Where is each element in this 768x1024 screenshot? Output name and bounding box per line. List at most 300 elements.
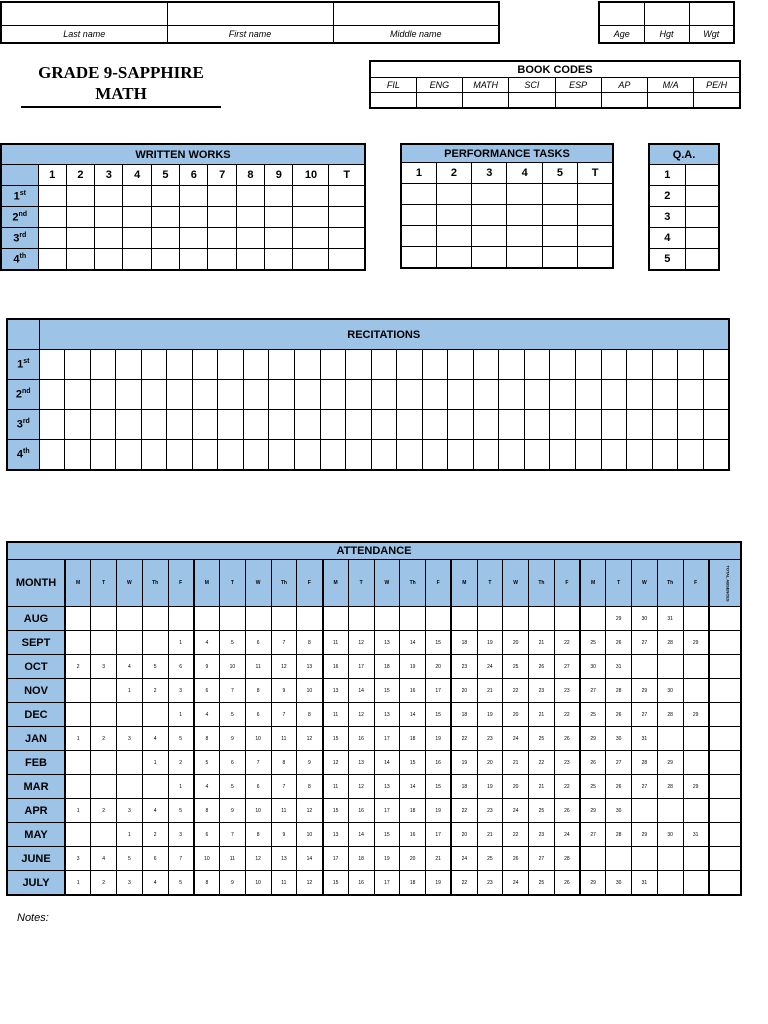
attendance-day-cell[interactable]: 9 bbox=[220, 799, 246, 823]
attendance-day-cell[interactable]: 21 bbox=[529, 631, 555, 655]
attendance-day-cell[interactable]: 4 bbox=[142, 871, 168, 896]
attendance-day-cell[interactable]: 16 bbox=[323, 655, 349, 679]
recitation-input-cell[interactable] bbox=[192, 350, 218, 380]
recitation-input-cell[interactable] bbox=[218, 380, 244, 410]
attendance-day-cell[interactable]: 11 bbox=[271, 871, 297, 896]
attendance-day-cell[interactable]: 4 bbox=[142, 799, 168, 823]
attendance-day-cell[interactable]: 1 bbox=[142, 751, 168, 775]
recitation-input-cell[interactable] bbox=[65, 410, 91, 440]
attendance-day-cell[interactable]: 2 bbox=[168, 751, 194, 775]
attendance-day-cell[interactable]: 30 bbox=[657, 823, 683, 847]
recitation-input-cell[interactable] bbox=[550, 350, 576, 380]
attendance-day-cell[interactable]: 26 bbox=[529, 655, 555, 679]
score-input-cell[interactable] bbox=[208, 207, 236, 228]
score-input-cell[interactable] bbox=[123, 228, 151, 249]
total-absences-input-cell[interactable] bbox=[709, 727, 741, 751]
qa-input-cell[interactable] bbox=[685, 207, 719, 228]
attendance-day-cell[interactable]: 22 bbox=[503, 823, 529, 847]
attendance-day-cell[interactable]: 6 bbox=[168, 655, 194, 679]
attendance-day-cell[interactable] bbox=[91, 775, 117, 799]
recitation-input-cell[interactable] bbox=[294, 350, 320, 380]
score-input-cell[interactable] bbox=[401, 226, 436, 247]
recitation-input-cell[interactable] bbox=[167, 410, 193, 440]
recitation-input-cell[interactable] bbox=[550, 380, 576, 410]
attendance-day-cell[interactable]: 13 bbox=[374, 631, 400, 655]
score-input-cell[interactable] bbox=[329, 228, 365, 249]
recitation-input-cell[interactable] bbox=[141, 440, 167, 471]
score-input-cell[interactable] bbox=[180, 207, 208, 228]
attendance-day-cell[interactable]: 1 bbox=[168, 631, 194, 655]
recitation-input-cell[interactable] bbox=[575, 410, 601, 440]
attendance-day-cell[interactable]: 14 bbox=[374, 751, 400, 775]
attendance-day-cell[interactable]: 9 bbox=[271, 823, 297, 847]
score-input-cell[interactable] bbox=[265, 207, 293, 228]
recitation-input-cell[interactable] bbox=[575, 380, 601, 410]
score-input-cell[interactable] bbox=[507, 226, 542, 247]
total-absences-input-cell[interactable] bbox=[709, 823, 741, 847]
score-input-cell[interactable] bbox=[293, 228, 329, 249]
attendance-day-cell[interactable]: 11 bbox=[323, 703, 349, 727]
score-input-cell[interactable] bbox=[95, 249, 123, 271]
book-code-input-cell[interactable] bbox=[555, 93, 601, 109]
score-input-cell[interactable] bbox=[578, 184, 613, 205]
attendance-day-cell[interactable]: 12 bbox=[323, 751, 349, 775]
attendance-day-cell[interactable] bbox=[117, 775, 143, 799]
attendance-day-cell[interactable]: 8 bbox=[194, 799, 220, 823]
attendance-day-cell[interactable]: 24 bbox=[477, 655, 503, 679]
attendance-day-cell[interactable]: 24 bbox=[503, 799, 529, 823]
recitation-input-cell[interactable] bbox=[116, 440, 142, 471]
attendance-day-cell[interactable]: 1 bbox=[65, 871, 91, 896]
attendance-day-cell[interactable]: 28 bbox=[657, 631, 683, 655]
attendance-day-cell[interactable]: 7 bbox=[271, 703, 297, 727]
attendance-day-cell[interactable] bbox=[142, 607, 168, 631]
attendance-day-cell[interactable] bbox=[91, 607, 117, 631]
attendance-day-cell[interactable]: 10 bbox=[194, 847, 220, 871]
recitation-input-cell[interactable] bbox=[294, 410, 320, 440]
score-input-cell[interactable] bbox=[265, 228, 293, 249]
attendance-day-cell[interactable]: 28 bbox=[606, 679, 632, 703]
attendance-day-cell[interactable] bbox=[245, 607, 271, 631]
recitation-input-cell[interactable] bbox=[294, 440, 320, 471]
attendance-day-cell[interactable] bbox=[400, 607, 426, 631]
recitation-input-cell[interactable] bbox=[371, 440, 397, 471]
score-input-cell[interactable] bbox=[507, 247, 542, 269]
attendance-day-cell[interactable]: 15 bbox=[323, 727, 349, 751]
recitation-input-cell[interactable] bbox=[90, 410, 116, 440]
age-input-cell[interactable] bbox=[599, 2, 644, 26]
attendance-day-cell[interactable]: 28 bbox=[657, 703, 683, 727]
score-input-cell[interactable] bbox=[542, 247, 577, 269]
attendance-day-cell[interactable]: 23 bbox=[477, 727, 503, 751]
attendance-day-cell[interactable]: 29 bbox=[683, 631, 709, 655]
attendance-day-cell[interactable]: 9 bbox=[220, 871, 246, 896]
attendance-day-cell[interactable] bbox=[91, 631, 117, 655]
attendance-day-cell[interactable]: 26 bbox=[580, 751, 606, 775]
attendance-day-cell[interactable]: 22 bbox=[554, 775, 580, 799]
score-input-cell[interactable] bbox=[436, 247, 471, 269]
score-input-cell[interactable] bbox=[401, 184, 436, 205]
attendance-day-cell[interactable]: 14 bbox=[400, 631, 426, 655]
weight-input-cell[interactable] bbox=[689, 2, 734, 26]
attendance-day-cell[interactable]: 2 bbox=[65, 655, 91, 679]
recitation-input-cell[interactable] bbox=[678, 440, 704, 471]
attendance-day-cell[interactable]: 29 bbox=[632, 679, 658, 703]
attendance-day-cell[interactable]: 18 bbox=[451, 775, 477, 799]
attendance-day-cell[interactable]: 13 bbox=[374, 775, 400, 799]
score-input-cell[interactable] bbox=[151, 207, 179, 228]
attendance-day-cell[interactable]: 30 bbox=[606, 727, 632, 751]
attendance-day-cell[interactable]: 28 bbox=[657, 775, 683, 799]
attendance-day-cell[interactable]: 4 bbox=[91, 847, 117, 871]
recitation-input-cell[interactable] bbox=[703, 350, 729, 380]
attendance-day-cell[interactable] bbox=[657, 727, 683, 751]
attendance-day-cell[interactable]: 15 bbox=[323, 871, 349, 896]
attendance-day-cell[interactable]: 25 bbox=[580, 775, 606, 799]
attendance-day-cell[interactable] bbox=[65, 775, 91, 799]
attendance-day-cell[interactable]: 16 bbox=[348, 727, 374, 751]
attendance-day-cell[interactable]: 10 bbox=[297, 823, 323, 847]
attendance-day-cell[interactable]: 30 bbox=[606, 799, 632, 823]
recitation-input-cell[interactable] bbox=[90, 440, 116, 471]
recitation-input-cell[interactable] bbox=[422, 440, 448, 471]
recitation-input-cell[interactable] bbox=[652, 350, 678, 380]
recitation-input-cell[interactable] bbox=[371, 380, 397, 410]
attendance-day-cell[interactable]: 29 bbox=[606, 607, 632, 631]
attendance-day-cell[interactable]: 30 bbox=[632, 607, 658, 631]
attendance-day-cell[interactable]: 29 bbox=[580, 799, 606, 823]
recitation-input-cell[interactable] bbox=[269, 440, 295, 471]
attendance-day-cell[interactable]: 25 bbox=[580, 631, 606, 655]
attendance-day-cell[interactable] bbox=[632, 847, 658, 871]
attendance-day-cell[interactable] bbox=[580, 607, 606, 631]
attendance-day-cell[interactable]: 28 bbox=[554, 847, 580, 871]
recitation-input-cell[interactable] bbox=[167, 380, 193, 410]
attendance-day-cell[interactable]: 5 bbox=[220, 631, 246, 655]
attendance-day-cell[interactable]: 31 bbox=[606, 655, 632, 679]
attendance-day-cell[interactable]: 8 bbox=[297, 775, 323, 799]
attendance-day-cell[interactable]: 17 bbox=[374, 871, 400, 896]
score-input-cell[interactable] bbox=[236, 186, 264, 207]
attendance-day-cell[interactable]: 11 bbox=[220, 847, 246, 871]
recitation-input-cell[interactable] bbox=[167, 350, 193, 380]
attendance-day-cell[interactable]: 15 bbox=[400, 751, 426, 775]
attendance-day-cell[interactable]: 6 bbox=[142, 847, 168, 871]
attendance-day-cell[interactable]: 27 bbox=[580, 679, 606, 703]
score-input-cell[interactable] bbox=[578, 247, 613, 269]
recitation-input-cell[interactable] bbox=[422, 380, 448, 410]
attendance-day-cell[interactable]: 9 bbox=[271, 679, 297, 703]
recitation-input-cell[interactable] bbox=[320, 410, 346, 440]
attendance-day-cell[interactable]: 31 bbox=[632, 727, 658, 751]
recitation-input-cell[interactable] bbox=[116, 410, 142, 440]
attendance-day-cell[interactable]: 16 bbox=[348, 871, 374, 896]
height-input-cell[interactable] bbox=[644, 2, 689, 26]
attendance-day-cell[interactable]: 4 bbox=[117, 655, 143, 679]
attendance-day-cell[interactable]: 11 bbox=[323, 775, 349, 799]
attendance-day-cell[interactable]: 18 bbox=[348, 847, 374, 871]
recitation-input-cell[interactable] bbox=[524, 410, 550, 440]
attendance-day-cell[interactable]: 23 bbox=[477, 799, 503, 823]
recitation-input-cell[interactable] bbox=[397, 380, 423, 410]
total-absences-input-cell[interactable] bbox=[709, 871, 741, 896]
score-input-cell[interactable] bbox=[151, 249, 179, 271]
attendance-day-cell[interactable]: 13 bbox=[323, 823, 349, 847]
attendance-day-cell[interactable]: 17 bbox=[426, 679, 452, 703]
recitation-input-cell[interactable] bbox=[499, 380, 525, 410]
score-input-cell[interactable] bbox=[542, 184, 577, 205]
score-input-cell[interactable] bbox=[66, 249, 94, 271]
attendance-day-cell[interactable]: 25 bbox=[529, 727, 555, 751]
score-input-cell[interactable] bbox=[123, 207, 151, 228]
recitation-input-cell[interactable] bbox=[39, 440, 65, 471]
attendance-day-cell[interactable]: 1 bbox=[168, 703, 194, 727]
attendance-day-cell[interactable]: 19 bbox=[477, 775, 503, 799]
recitation-input-cell[interactable] bbox=[371, 410, 397, 440]
attendance-day-cell[interactable]: 11 bbox=[271, 727, 297, 751]
attendance-day-cell[interactable]: 16 bbox=[400, 679, 426, 703]
recitation-input-cell[interactable] bbox=[192, 410, 218, 440]
attendance-day-cell[interactable]: 2 bbox=[91, 871, 117, 896]
attendance-day-cell[interactable] bbox=[348, 607, 374, 631]
attendance-day-cell[interactable]: 5 bbox=[220, 775, 246, 799]
attendance-day-cell[interactable]: 4 bbox=[194, 775, 220, 799]
recitation-input-cell[interactable] bbox=[243, 350, 269, 380]
total-absences-input-cell[interactable] bbox=[709, 799, 741, 823]
attendance-day-cell[interactable]: 7 bbox=[168, 847, 194, 871]
attendance-day-cell[interactable] bbox=[606, 847, 632, 871]
attendance-day-cell[interactable]: 3 bbox=[117, 727, 143, 751]
attendance-day-cell[interactable] bbox=[657, 847, 683, 871]
recitation-input-cell[interactable] bbox=[499, 350, 525, 380]
attendance-day-cell[interactable]: 21 bbox=[529, 775, 555, 799]
score-input-cell[interactable] bbox=[180, 228, 208, 249]
attendance-day-cell[interactable] bbox=[117, 751, 143, 775]
recitation-input-cell[interactable] bbox=[90, 380, 116, 410]
recitation-input-cell[interactable] bbox=[65, 440, 91, 471]
recitation-input-cell[interactable] bbox=[397, 350, 423, 380]
recitation-input-cell[interactable] bbox=[627, 440, 653, 471]
attendance-day-cell[interactable]: 6 bbox=[245, 775, 271, 799]
attendance-day-cell[interactable]: 21 bbox=[477, 679, 503, 703]
attendance-day-cell[interactable] bbox=[65, 631, 91, 655]
attendance-day-cell[interactable]: 8 bbox=[194, 727, 220, 751]
attendance-day-cell[interactable]: 14 bbox=[348, 679, 374, 703]
attendance-day-cell[interactable]: 13 bbox=[374, 703, 400, 727]
attendance-day-cell[interactable] bbox=[168, 607, 194, 631]
attendance-day-cell[interactable]: 6 bbox=[245, 631, 271, 655]
attendance-day-cell[interactable]: 2 bbox=[142, 679, 168, 703]
recitation-input-cell[interactable] bbox=[473, 440, 499, 471]
attendance-day-cell[interactable]: 23 bbox=[554, 679, 580, 703]
attendance-day-cell[interactable] bbox=[426, 607, 452, 631]
attendance-day-cell[interactable]: 22 bbox=[451, 727, 477, 751]
score-input-cell[interactable] bbox=[436, 205, 471, 226]
attendance-day-cell[interactable]: 18 bbox=[451, 703, 477, 727]
attendance-day-cell[interactable]: 19 bbox=[426, 727, 452, 751]
score-input-cell[interactable] bbox=[95, 207, 123, 228]
recitation-input-cell[interactable] bbox=[65, 350, 91, 380]
attendance-day-cell[interactable]: 5 bbox=[168, 871, 194, 896]
attendance-day-cell[interactable]: 27 bbox=[632, 631, 658, 655]
score-input-cell[interactable] bbox=[507, 205, 542, 226]
score-input-cell[interactable] bbox=[151, 228, 179, 249]
attendance-day-cell[interactable] bbox=[683, 607, 709, 631]
score-input-cell[interactable] bbox=[38, 249, 66, 271]
recitation-input-cell[interactable] bbox=[116, 350, 142, 380]
attendance-day-cell[interactable]: 17 bbox=[348, 655, 374, 679]
book-code-input-cell[interactable] bbox=[416, 93, 462, 109]
score-input-cell[interactable] bbox=[236, 228, 264, 249]
attendance-day-cell[interactable]: 7 bbox=[220, 823, 246, 847]
attendance-day-cell[interactable]: 15 bbox=[374, 823, 400, 847]
recitation-input-cell[interactable] bbox=[243, 440, 269, 471]
attendance-day-cell[interactable]: 20 bbox=[477, 751, 503, 775]
attendance-day-cell[interactable]: 10 bbox=[297, 679, 323, 703]
recitation-input-cell[interactable] bbox=[601, 380, 627, 410]
recitation-input-cell[interactable] bbox=[678, 410, 704, 440]
attendance-day-cell[interactable] bbox=[91, 679, 117, 703]
attendance-day-cell[interactable]: 12 bbox=[297, 871, 323, 896]
attendance-day-cell[interactable]: 5 bbox=[168, 727, 194, 751]
recitation-input-cell[interactable] bbox=[601, 350, 627, 380]
recitation-input-cell[interactable] bbox=[422, 410, 448, 440]
book-code-input-cell[interactable] bbox=[648, 93, 694, 109]
recitation-input-cell[interactable] bbox=[39, 410, 65, 440]
attendance-day-cell[interactable]: 11 bbox=[271, 799, 297, 823]
attendance-day-cell[interactable]: 31 bbox=[657, 607, 683, 631]
recitation-input-cell[interactable] bbox=[601, 440, 627, 471]
recitation-input-cell[interactable] bbox=[550, 410, 576, 440]
attendance-day-cell[interactable]: 10 bbox=[245, 799, 271, 823]
score-input-cell[interactable] bbox=[38, 207, 66, 228]
attendance-day-cell[interactable]: 18 bbox=[374, 655, 400, 679]
attendance-day-cell[interactable] bbox=[323, 607, 349, 631]
score-input-cell[interactable] bbox=[293, 249, 329, 271]
total-absences-input-cell[interactable] bbox=[709, 631, 741, 655]
attendance-day-cell[interactable]: 5 bbox=[142, 655, 168, 679]
recitation-input-cell[interactable] bbox=[243, 410, 269, 440]
recitation-input-cell[interactable] bbox=[320, 380, 346, 410]
attendance-day-cell[interactable]: 2 bbox=[91, 799, 117, 823]
attendance-day-cell[interactable]: 29 bbox=[632, 823, 658, 847]
attendance-day-cell[interactable]: 13 bbox=[348, 751, 374, 775]
attendance-day-cell[interactable]: 21 bbox=[477, 823, 503, 847]
attendance-day-cell[interactable] bbox=[65, 679, 91, 703]
recitation-input-cell[interactable] bbox=[346, 350, 372, 380]
attendance-day-cell[interactable]: 12 bbox=[297, 799, 323, 823]
score-input-cell[interactable] bbox=[208, 228, 236, 249]
attendance-day-cell[interactable]: 21 bbox=[426, 847, 452, 871]
attendance-day-cell[interactable]: 24 bbox=[451, 847, 477, 871]
attendance-day-cell[interactable]: 5 bbox=[220, 703, 246, 727]
attendance-day-cell[interactable] bbox=[297, 607, 323, 631]
attendance-day-cell[interactable]: 7 bbox=[220, 679, 246, 703]
recitation-input-cell[interactable] bbox=[703, 380, 729, 410]
attendance-day-cell[interactable]: 31 bbox=[683, 823, 709, 847]
score-input-cell[interactable] bbox=[472, 184, 507, 205]
attendance-day-cell[interactable]: 2 bbox=[142, 823, 168, 847]
attendance-day-cell[interactable]: 12 bbox=[271, 655, 297, 679]
recitation-input-cell[interactable] bbox=[346, 380, 372, 410]
attendance-day-cell[interactable]: 30 bbox=[606, 871, 632, 896]
attendance-day-cell[interactable]: 22 bbox=[554, 703, 580, 727]
attendance-day-cell[interactable]: 14 bbox=[400, 775, 426, 799]
recitation-input-cell[interactable] bbox=[269, 410, 295, 440]
recitation-input-cell[interactable] bbox=[65, 380, 91, 410]
attendance-day-cell[interactable]: 20 bbox=[503, 703, 529, 727]
attendance-day-cell[interactable] bbox=[683, 727, 709, 751]
attendance-day-cell[interactable]: 20 bbox=[400, 847, 426, 871]
score-input-cell[interactable] bbox=[208, 186, 236, 207]
score-input-cell[interactable] bbox=[66, 207, 94, 228]
attendance-day-cell[interactable]: 3 bbox=[117, 799, 143, 823]
attendance-day-cell[interactable]: 20 bbox=[503, 775, 529, 799]
recitation-input-cell[interactable] bbox=[192, 380, 218, 410]
score-input-cell[interactable] bbox=[38, 186, 66, 207]
attendance-day-cell[interactable]: 7 bbox=[245, 751, 271, 775]
attendance-day-cell[interactable]: 12 bbox=[348, 631, 374, 655]
qa-input-cell[interactable] bbox=[685, 186, 719, 207]
attendance-day-cell[interactable]: 11 bbox=[323, 631, 349, 655]
attendance-day-cell[interactable]: 4 bbox=[194, 703, 220, 727]
attendance-day-cell[interactable] bbox=[91, 751, 117, 775]
recitation-input-cell[interactable] bbox=[448, 410, 474, 440]
attendance-day-cell[interactable] bbox=[477, 607, 503, 631]
recitation-input-cell[interactable] bbox=[243, 380, 269, 410]
first-name-input-cell[interactable] bbox=[167, 2, 333, 26]
attendance-day-cell[interactable]: 16 bbox=[400, 823, 426, 847]
book-code-input-cell[interactable] bbox=[694, 93, 740, 109]
attendance-day-cell[interactable] bbox=[117, 703, 143, 727]
last-name-input-cell[interactable] bbox=[1, 2, 167, 26]
attendance-day-cell[interactable]: 7 bbox=[271, 631, 297, 655]
attendance-day-cell[interactable]: 26 bbox=[554, 727, 580, 751]
score-input-cell[interactable] bbox=[236, 249, 264, 271]
attendance-day-cell[interactable]: 19 bbox=[426, 799, 452, 823]
attendance-day-cell[interactable]: 23 bbox=[529, 679, 555, 703]
attendance-day-cell[interactable]: 11 bbox=[245, 655, 271, 679]
attendance-day-cell[interactable]: 3 bbox=[117, 871, 143, 896]
attendance-day-cell[interactable]: 22 bbox=[554, 631, 580, 655]
attendance-day-cell[interactable]: 12 bbox=[245, 847, 271, 871]
recitation-input-cell[interactable] bbox=[601, 410, 627, 440]
attendance-day-cell[interactable]: 5 bbox=[117, 847, 143, 871]
attendance-day-cell[interactable]: 14 bbox=[348, 823, 374, 847]
book-code-input-cell[interactable] bbox=[509, 93, 555, 109]
attendance-day-cell[interactable] bbox=[503, 607, 529, 631]
recitation-input-cell[interactable] bbox=[397, 410, 423, 440]
attendance-day-cell[interactable]: 8 bbox=[194, 871, 220, 896]
score-input-cell[interactable] bbox=[265, 249, 293, 271]
middle-name-input-cell[interactable] bbox=[333, 2, 499, 26]
attendance-day-cell[interactable] bbox=[271, 607, 297, 631]
attendance-day-cell[interactable]: 25 bbox=[580, 703, 606, 727]
qa-input-cell[interactable] bbox=[685, 165, 719, 186]
attendance-day-cell[interactable]: 6 bbox=[220, 751, 246, 775]
attendance-day-cell[interactable]: 23 bbox=[529, 823, 555, 847]
attendance-day-cell[interactable] bbox=[65, 607, 91, 631]
score-input-cell[interactable] bbox=[578, 205, 613, 226]
score-input-cell[interactable] bbox=[151, 186, 179, 207]
attendance-day-cell[interactable]: 18 bbox=[451, 631, 477, 655]
recitation-input-cell[interactable] bbox=[703, 440, 729, 471]
attendance-day-cell[interactable]: 6 bbox=[194, 823, 220, 847]
attendance-day-cell[interactable]: 15 bbox=[426, 703, 452, 727]
attendance-day-cell[interactable]: 13 bbox=[271, 847, 297, 871]
recitation-input-cell[interactable] bbox=[397, 440, 423, 471]
attendance-day-cell[interactable]: 1 bbox=[168, 775, 194, 799]
